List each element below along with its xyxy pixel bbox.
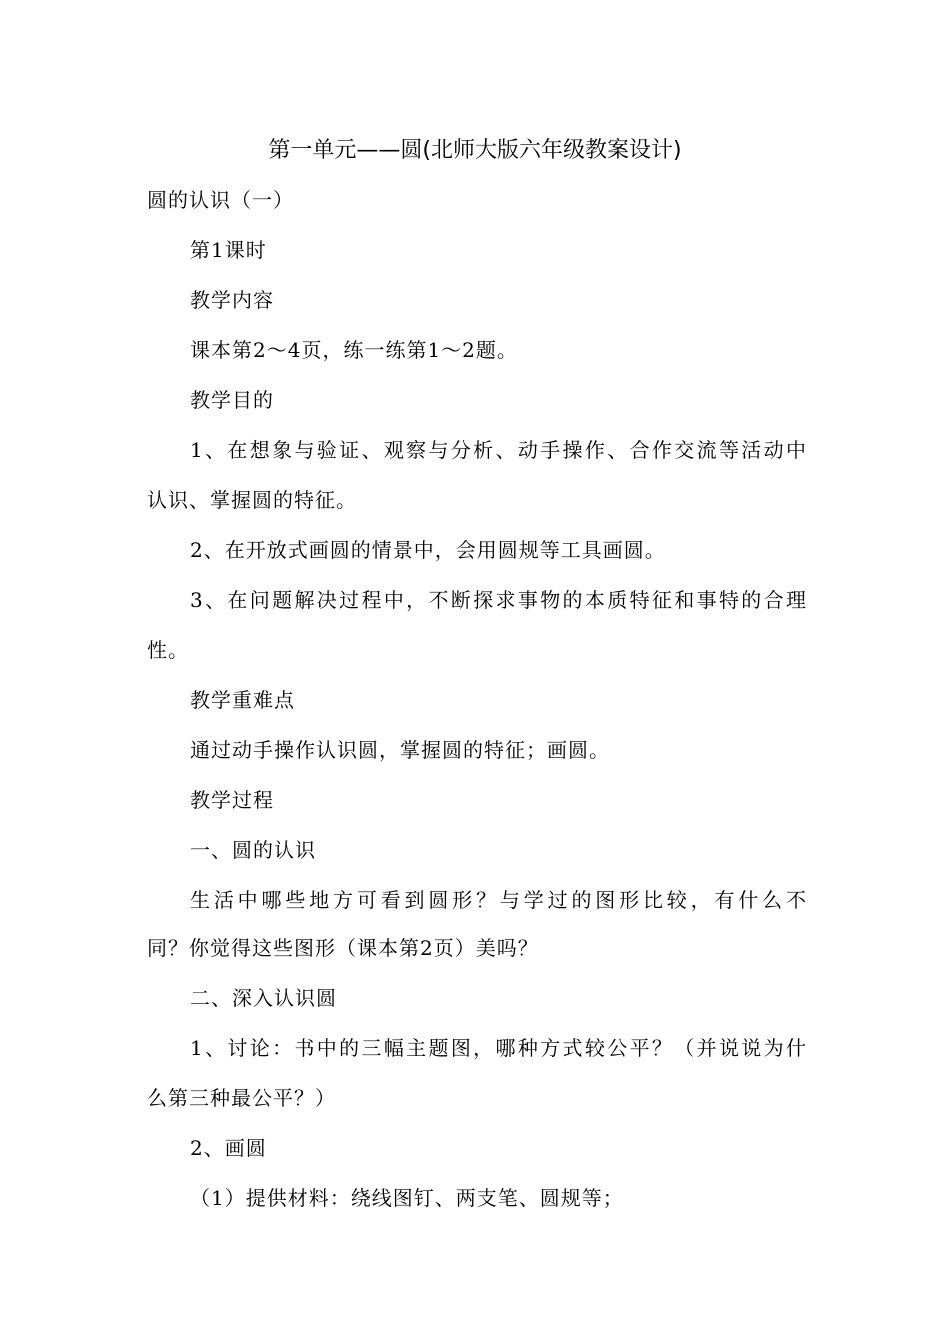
section-1-heading: 一、圆的认识 bbox=[190, 838, 316, 862]
process-heading: 教学过程 bbox=[190, 788, 274, 812]
lesson-title: 圆的认识（一） bbox=[147, 188, 294, 212]
discussion-line-2: 么第三种最公平？） bbox=[147, 1086, 336, 1110]
lesson-period: 第1课时 bbox=[190, 238, 267, 262]
section-1-text-line-1: 生活中哪些地方可看到圆形？与学过的图形比较，有什么不 bbox=[190, 888, 807, 912]
objective-1-line-1: 1、在想象与验证、观察与分析、动手操作、合作交流等活动中 bbox=[190, 438, 807, 462]
materials-text: （1）提供材料：绕线图钉、两支笔、圆规等； bbox=[190, 1186, 624, 1210]
objectives-heading: 教学目的 bbox=[190, 388, 274, 412]
objective-2: 2、在开放式画圆的情景中，会用圆规等工具画圆。 bbox=[190, 538, 666, 562]
content-text: 课本第2～4页，练一练第1～2题。 bbox=[190, 338, 518, 362]
key-points-text: 通过动手操作认识圆，掌握圆的特征；画圆。 bbox=[190, 738, 610, 762]
content-heading: 教学内容 bbox=[190, 288, 274, 312]
objective-3-line-1: 3、在问题解决过程中，不断探求事物的本质特征和事特的合理 bbox=[190, 588, 807, 612]
discussion-line-1: 1、讨论：书中的三幅主题图，哪种方式较公平？（并说说为什 bbox=[190, 1036, 807, 1060]
key-points-heading: 教学重难点 bbox=[190, 688, 295, 712]
section-1-text-line-2: 同？你觉得这些图形（课本第2页）美吗？ bbox=[147, 936, 539, 960]
objective-3-line-2: 性。 bbox=[147, 638, 189, 662]
objective-1-line-2: 认识、掌握圆的特征。 bbox=[147, 488, 357, 512]
section-2-heading: 二、深入认识圆 bbox=[190, 986, 337, 1010]
document-title: 第一单元——圆(北师大版六年级教案设计) bbox=[268, 138, 682, 163]
draw-circle-heading: 2、画圆 bbox=[190, 1136, 267, 1160]
